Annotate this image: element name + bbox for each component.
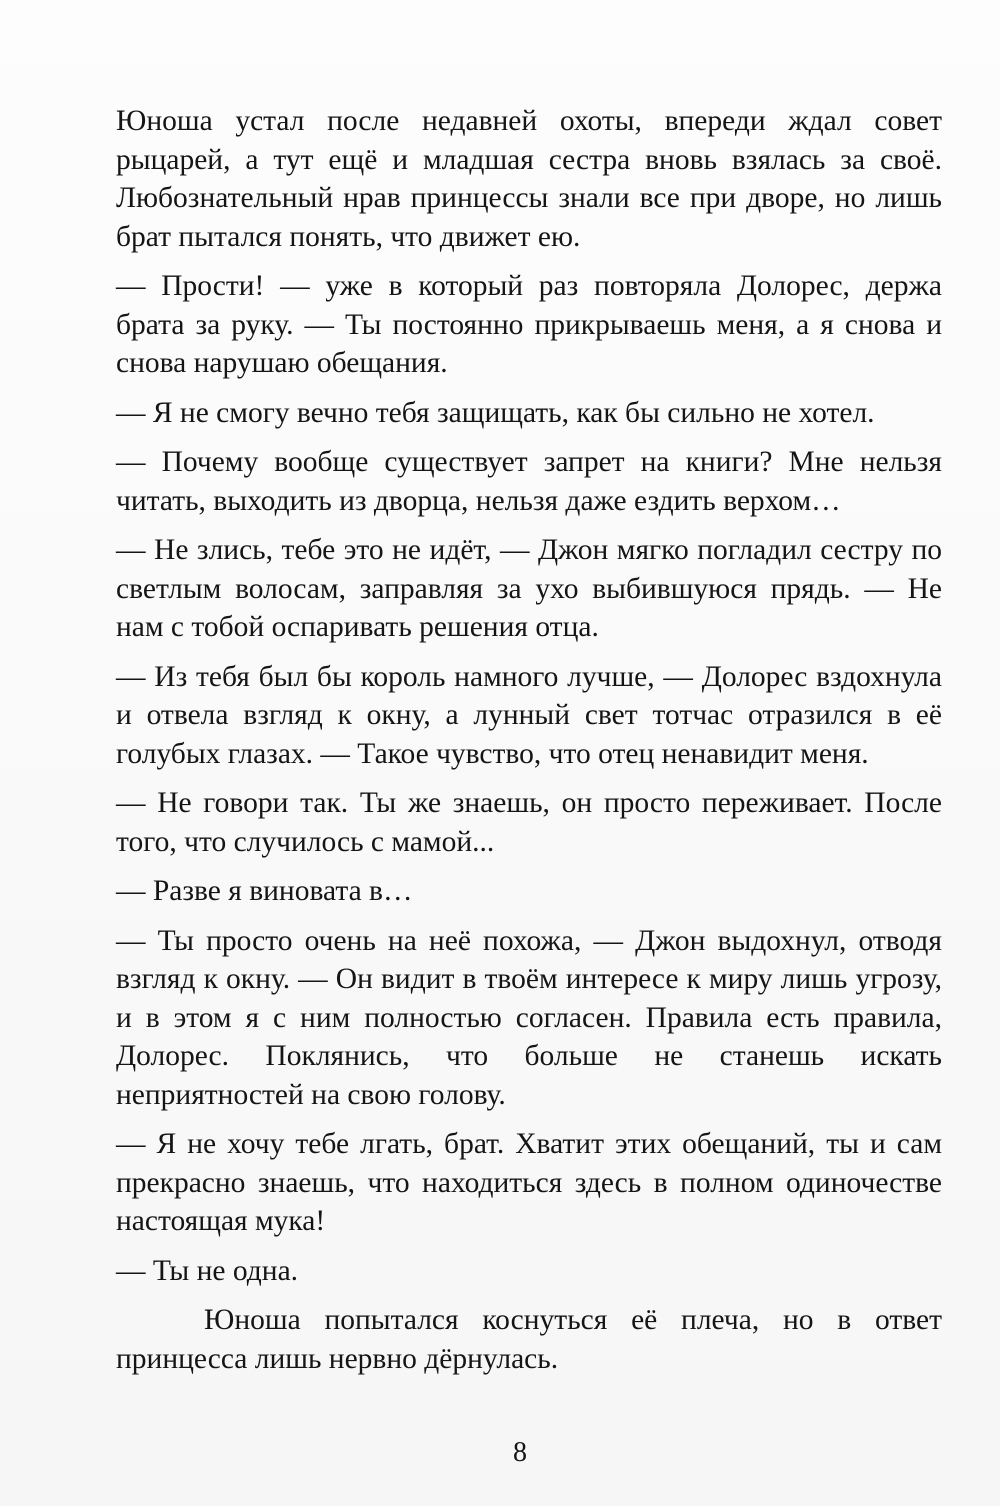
page-number: 8 (513, 1437, 527, 1468)
body-text (116, 102, 942, 1389)
paragraph-9: — Ты просто очень на неё похожа, — Джон выдохнул, отводя взгляд к окну. — Он видит в твоём интересе к миру лишь угрозу, и в этом я с ним полностью согласен. Правила есть правила, Долорес. Поклянись, что больше не станешь искать неприятностей на свою голову. (116, 924, 942, 1111)
paragraph-5: — Не злись, тебе это не идёт, — Джон мягко погладил сестру по светлым волосам, заправляя за ухо выбившуюся прядь. — Не нам с тобой оспаривать решения отца. (116, 534, 942, 643)
paragraph-12: Юноша попытался коснуться её плеча, но в ответ принцесса лишь нервно дёрнулась. (116, 1304, 942, 1375)
paragraph-11: — Ты не одна. (116, 1254, 299, 1287)
paragraph-10: — Я не хочу тебе лгать, брат. Хватит этих обещаний, ты и сам прекрасно знаешь, что находиться здесь в полном одиночестве настоящая мука! (116, 1128, 942, 1237)
paragraph-2: — Прости! — уже в который раз повторяла Долорес, держа брата за руку. — Ты постоянно прикрываешь меня, а я снова и снова нарушаю обещания. (116, 270, 942, 379)
paragraph-4: — Почему вообще существует запрет на книги? Мне нельзя читать, выходить из дворца, нельзя даже ездить верхом… (116, 446, 942, 517)
paragraph-3: — Я не смогу вечно тебя защищать, как бы сильно не хотел. (116, 396, 875, 429)
paragraph-6: — Из тебя был бы король намного лучше, — Долорес вздохнула и отвела взгляд к окну, а лунный свет тотчас отразился в её голубых глазах. — Такое чувство, что отец ненавидит меня. (116, 660, 942, 770)
paragraph-1: Юноша устал после недавней охоты, впереди ждал совет рыцарей, а тут ещё и младшая сестра вновь взялась за своё. Любознательный нрав принцессы знали все при дворе, но лишь брат пытался понять, что движет ею. (116, 105, 942, 253)
paragraph-7: — Не говори так. Ты же знаешь, он просто переживает. После того, что случилось с мамой... (116, 787, 942, 858)
paragraph-8: — Разве я виновата в… (116, 875, 413, 907)
